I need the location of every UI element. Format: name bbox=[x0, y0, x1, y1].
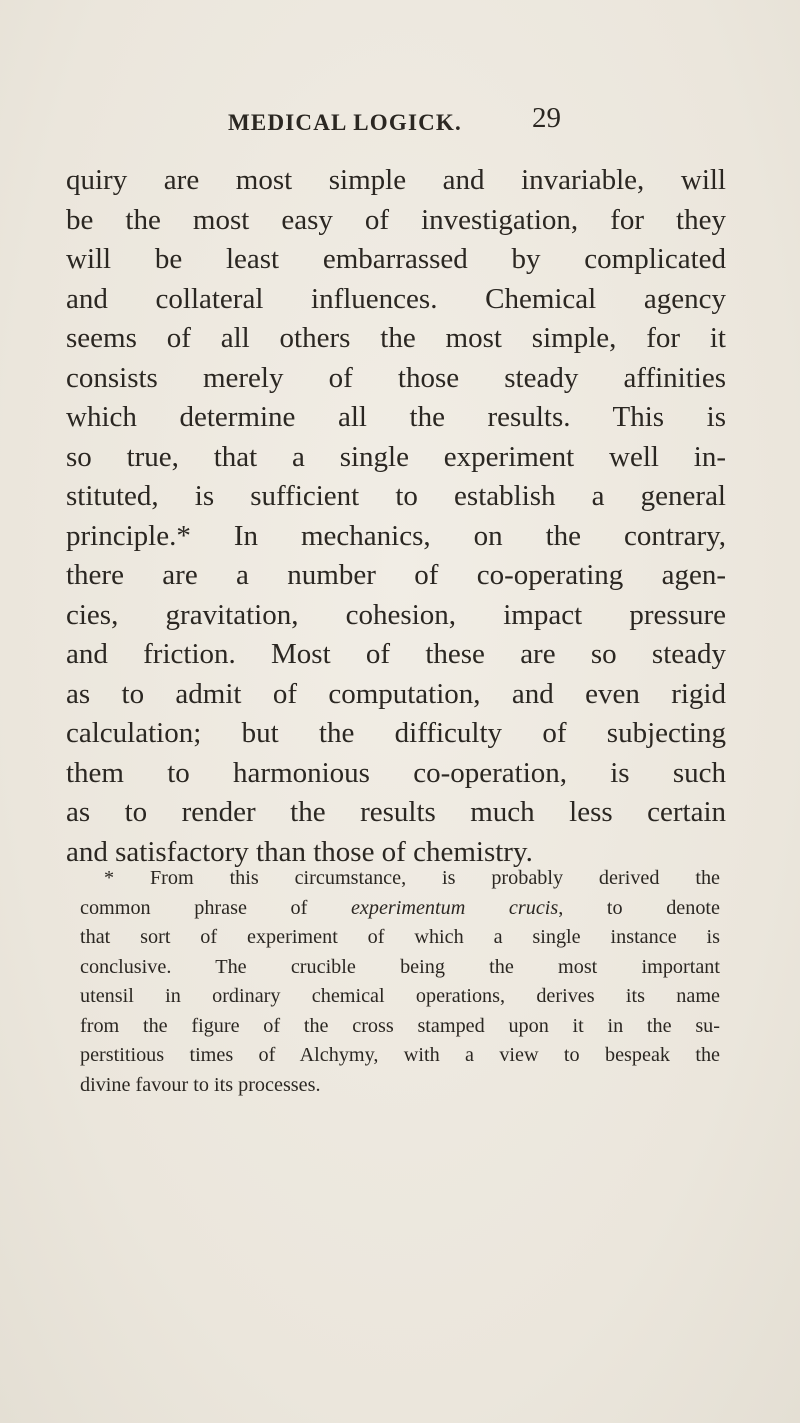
page-header bbox=[0, 102, 800, 142]
text-line: seems of all others the most simple, for it bbox=[66, 322, 726, 354]
text-line: them to harmonious co-operation, is such bbox=[66, 756, 726, 789]
footnote-line: conclusive. The crucible being the most important bbox=[80, 955, 720, 978]
footnote-text: common phrase of bbox=[80, 896, 351, 919]
body-text bbox=[66, 161, 726, 872]
text-line: so true, that a single experiment well in- bbox=[66, 440, 726, 473]
text-line: as to admit of computation, and even rigid bbox=[66, 677, 726, 710]
text-line: calculation; but the difficulty of subjecting bbox=[66, 717, 726, 749]
footnote-line: from the figure of the cross stamped upon it in the su- bbox=[80, 1014, 720, 1037]
text-line: and friction. Most of these are so steady bbox=[66, 638, 726, 670]
footnote-line: utensil in ordinary chemical operations, derives its name bbox=[80, 985, 720, 1007]
footnote-italic-phrase: experimentum crucis bbox=[350, 896, 559, 919]
text-line: and satisfactory than those of chemistry. bbox=[66, 835, 533, 868]
text-line: which determine all the results. This is bbox=[66, 401, 726, 433]
footnote-text: , to denote bbox=[558, 896, 721, 919]
text-line: principle.* In mechanics, on the contrary, bbox=[66, 519, 726, 552]
text-line: consists merely of those steady affinities bbox=[66, 361, 726, 394]
running-head: MEDICAL LOGICK. bbox=[228, 110, 462, 135]
footnote-line: perstitious times of Alchymy, with a view to bespeak the bbox=[80, 1044, 720, 1066]
footnote-line: that sort of experiment of which a single instance is bbox=[80, 926, 720, 948]
text-line: there are a number of co-operating agen- bbox=[66, 559, 726, 591]
text-line: stituted, is sufficient to establish a general bbox=[66, 480, 726, 512]
footnote-line: * From this circumstance, is probably derived the bbox=[104, 867, 720, 889]
page-number: 29 bbox=[532, 102, 561, 134]
text-line: as to render the results much less certain bbox=[66, 796, 726, 828]
footnote-line: divine favour to its processes. bbox=[80, 1073, 321, 1096]
text-line: and collateral influences. Chemical agency bbox=[66, 282, 726, 315]
text-line: cies, gravitation, cohesion, impact pressure bbox=[66, 598, 726, 631]
text-line: will be least embarrassed by complicated bbox=[66, 243, 726, 275]
text-line: be the most easy of investigation, for they bbox=[66, 203, 726, 236]
footnote bbox=[80, 864, 720, 1100]
text-line: quiry are most simple and invariable, will bbox=[66, 164, 726, 196]
footnote-line bbox=[80, 894, 720, 924]
